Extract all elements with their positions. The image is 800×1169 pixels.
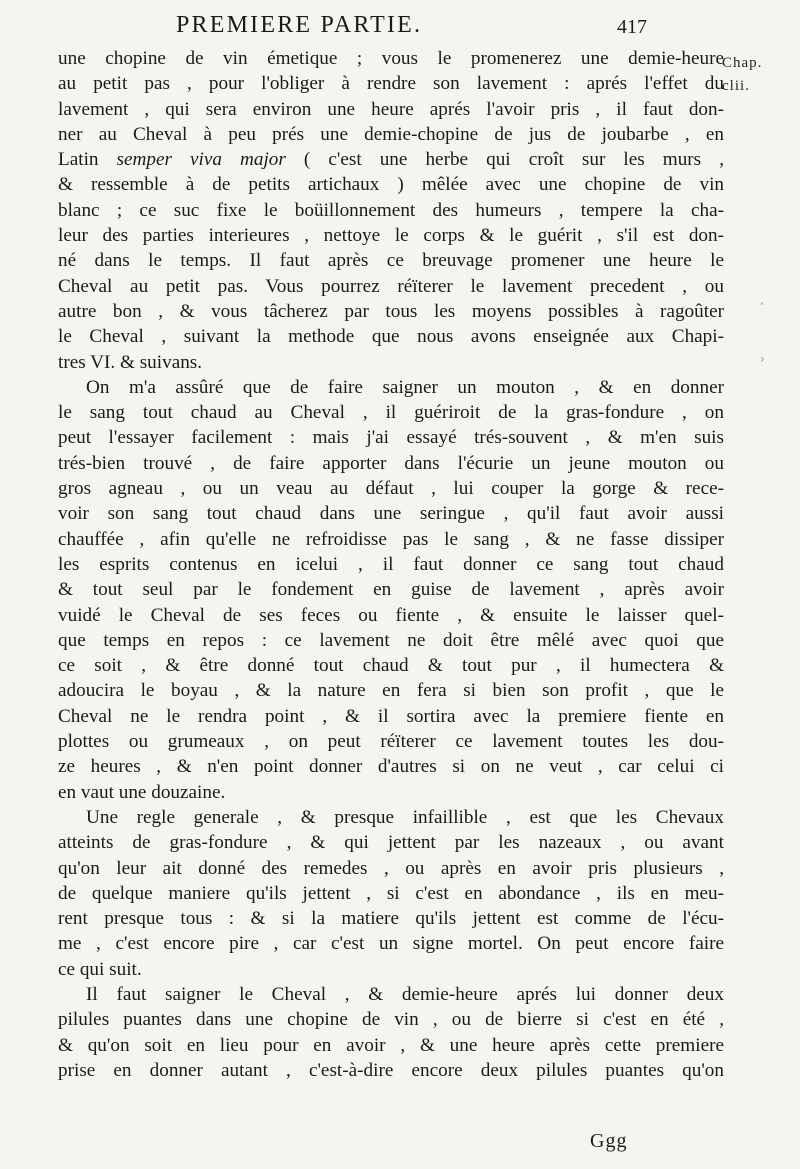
- text-line: Cheval au petit pas. Vous pourrez réïterer le lavement precedent , ou: [58, 275, 724, 297]
- text-line: prise en donner autant , c'est-à-dire encore deux pilules puantes qu'on: [58, 1059, 724, 1081]
- text-line: plottes ou grumeaux , on peut réïterer ce lavement toutes les dou-: [58, 731, 724, 753]
- text-line: Latin semper viva major ( c'est une herbe qui croît sur les murs ,: [58, 149, 724, 171]
- text-line: peut l'essayer facilement : mais j'ai essayé trés-souvent , & m'en suis: [58, 427, 724, 449]
- text-line: blanc ; ce suc fixe le boüillonnement des humeurs , tempere la cha-: [58, 199, 724, 221]
- text-line: le sang tout chaud au Cheval , il guériroit de la gras-fondure , on: [58, 402, 724, 424]
- margin-tick: ʼ: [760, 300, 764, 314]
- text-line: de quelque maniere qu'ils jettent , si c'est en abondance , ils en meu-: [58, 882, 724, 904]
- text-line: une chopine de vin émetique ; vous le promenerez une demie-heure: [58, 48, 724, 69]
- text-line: me , c'est encore pire , car c'est un signe mortel. On peut encore faire: [58, 933, 724, 955]
- text-line: Il faut saigner le Cheval , & demie-heure aprés lui donner deux: [86, 983, 724, 1005]
- text-line: trés-bien trouvé , de faire apporter dans l'écurie un jeune mouton ou: [58, 452, 724, 474]
- text-line: que temps en repos : ce lavement ne doit être mêlé avec quoi que: [58, 629, 724, 651]
- text-line: voir son sang tout chaud dans une seringue , qu'il faut avoir aussi: [58, 503, 724, 525]
- body-text: [58, 46, 724, 1083]
- text-line: & ressemble à de petits artichaux ) mêlée avec une chopine de vin: [58, 174, 724, 196]
- text-line: autre bon , & vous tâcherez par tous les moyens possibles à ragoûter: [58, 300, 724, 322]
- text-line: & qu'on soit en lieu pour en avoir , & une heure après cette premiere: [58, 1034, 724, 1056]
- text-line: & tout seul par le fondement en guise de lavement , après avoir: [58, 579, 724, 601]
- page-header: [0, 8, 800, 48]
- text-line: en vaut une douzaine.: [58, 781, 226, 803]
- text-line: gros agneau , ou un veau au défaut , lui couper la gorge & rece-: [58, 478, 724, 500]
- page-number: 417: [617, 16, 647, 38]
- text-line: tres VI. & suivans.: [58, 351, 203, 373]
- text-line: ce soit , & être donné tout chaud & tout pur , il humectera &: [58, 655, 724, 677]
- margin-tick: ›: [760, 352, 765, 366]
- text-line: leur des parties interieures , nettoye le corps & le guérit , s'il est don-: [58, 225, 724, 247]
- text-line: rent presque tous : & si la matiere qu'ils jettent est comme de l'écu-: [58, 908, 724, 930]
- text-line: ze heures , & n'en point donner d'autres si on ne veut , car celui ci: [58, 756, 724, 778]
- text-line: vuidé le Cheval de ses feces ou fiente , & ensuite le laisser quel-: [58, 604, 724, 626]
- text-line: Cheval ne le rendra point , & il sortira avec la premiere fiente en: [58, 705, 724, 727]
- text-line: le Cheval , suivant la methode que nous avons enseignée aux Chapi-: [58, 326, 724, 348]
- margin-note-line: Chap.: [722, 55, 763, 71]
- text-line: atteints de gras-fondure , & qui jettent par les nazeaux , ou avant: [58, 832, 724, 854]
- text-line: né dans le temps. Il faut après ce breuvage promener une heure le: [58, 250, 724, 272]
- text-line: adoucira le boyau , & la nature en fera si bien son profit , que le: [58, 680, 724, 702]
- text-line: ce qui suit.: [58, 958, 142, 980]
- text-line: pilules puantes dans une chopine de vin , ou de bierre si c'est en été ,: [58, 1009, 724, 1031]
- running-title: PREMIERE PARTIE.: [176, 12, 423, 38]
- chapter-margin-note: [722, 52, 798, 98]
- text-line: On m'a assûré que de faire saigner un mouton , & en donner: [86, 376, 724, 398]
- text-line: Une regle generale , & presque infaillible , est que les Chevaux: [86, 806, 724, 828]
- text-line: lavement , qui sera environ une heure aprés l'avoir pris , il faut don-: [58, 98, 724, 120]
- margin-note-line: clii.: [722, 78, 750, 94]
- signature-mark: Ggg: [590, 1130, 628, 1152]
- text-line: les esprits contenus en icelui , il faut donner ce sang tout chaud: [58, 553, 724, 575]
- latin-phrase: semper viva major: [116, 149, 286, 171]
- text-line: chauffée , afin qu'elle ne refroidisse pas le sang , & ne fasse dissiper: [58, 528, 724, 550]
- text-line: ner au Cheval à peu prés une demie-chopine de jus de joubarbe , en: [58, 123, 724, 145]
- text-line: qu'on leur ait donné des remedes , ou après en avoir pris plusieurs ,: [58, 857, 724, 879]
- text-line: au petit pas , pour l'obliger à rendre son lavement : aprés l'effet du: [58, 73, 724, 95]
